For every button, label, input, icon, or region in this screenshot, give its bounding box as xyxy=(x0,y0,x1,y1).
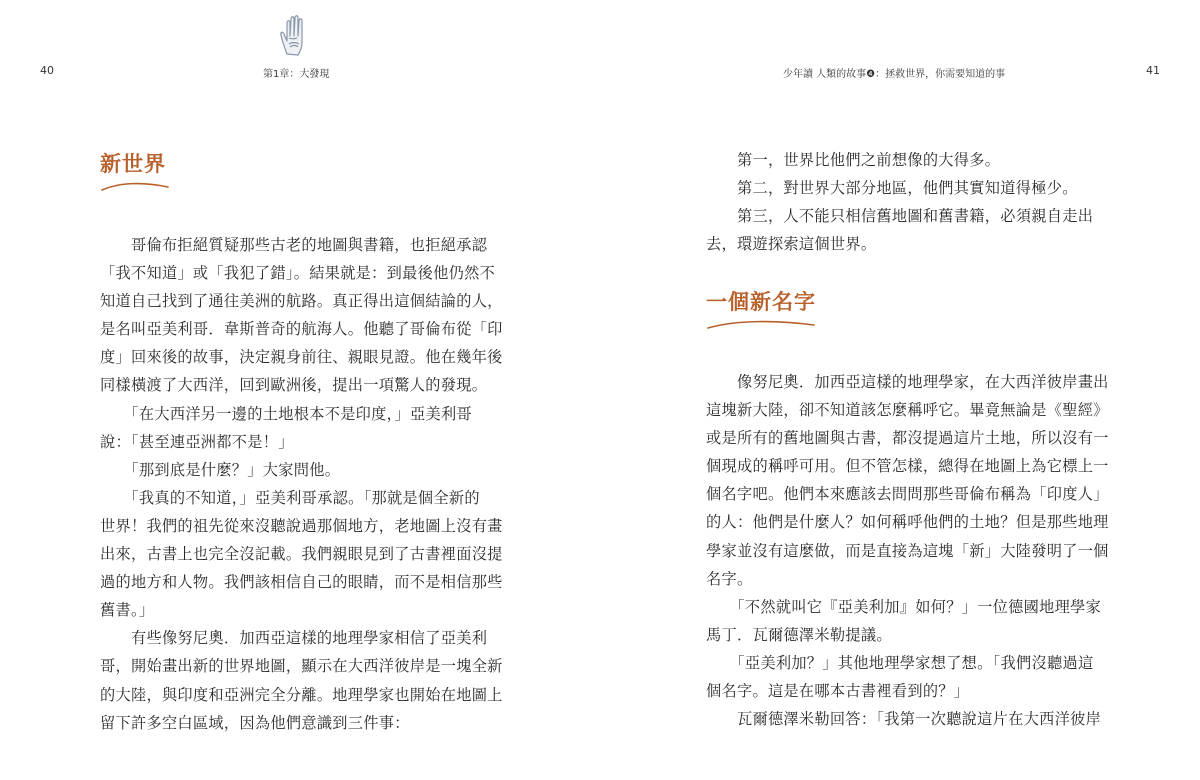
text-line: 「我不知道」或「我犯了錯」。結果就是：到最後他仍然不 xyxy=(100,264,496,283)
hand-icon xyxy=(278,14,312,58)
right-body-text-bottom xyxy=(706,368,1109,733)
section-title-new-name: 一個新名字 xyxy=(706,289,816,314)
text-line: 個名字。這是在哪本古書裡看到的？」 xyxy=(706,682,970,701)
right-page xyxy=(600,0,1200,780)
text-line: 名字。 xyxy=(706,569,753,588)
text-line: 度」回來後的故事，決定親身前往、親眼見證。他在幾年後 xyxy=(100,348,503,367)
page-number-left: 40 xyxy=(40,64,54,77)
text-line: 留下許多空白區域，因為他們意識到三件事： xyxy=(100,713,410,732)
text-line: 同樣橫渡了大西洋，回到歐洲後，提出一項驚人的發現。 xyxy=(100,376,488,395)
text-line: 是名叫亞美利哥．韋斯普奇的航海人。他聽了哥倫布從「印 xyxy=(100,320,503,339)
text-line: 第二，對世界大部分地區，他們其實知道得極少。 xyxy=(706,179,1078,198)
text-line: 「那到底是什麼？」大家問他。 xyxy=(100,460,341,479)
text-line: 過的地方和人物。我們該相信自己的眼睛，而不是相信那些 xyxy=(100,573,503,592)
text-line: 個名字吧。他們本來應該去問問那些哥倫布稱為「印度人」 xyxy=(706,485,1109,504)
text-line: 「在大西洋另一邊的土地根本不是印度，」亞美利哥 xyxy=(100,404,472,423)
text-line: 世界！我們的祖先從來沒聽說過那個地方，老地圖上沒有畫 xyxy=(100,516,503,535)
text-line: 這塊新大陸，卻不知道該怎麼稱呼它。畢竟無論是《聖經》 xyxy=(706,401,1109,420)
text-line: 「我真的不知道，」亞美利哥承認。「那就是個全新的 xyxy=(100,488,480,507)
text-line: 個現成的稱呼可用。但不管怎樣，總得在地圖上為它標上一 xyxy=(706,457,1109,476)
title-underline-swoosh xyxy=(100,178,170,196)
text-line: 的人：他們是什麼人？如何稱呼他們的土地？但是那些地理 xyxy=(706,513,1109,532)
text-line: 哥倫布拒絕質疑那些古老的地圖與書籍，也拒絕承認 xyxy=(100,236,488,254)
running-head-left: 第1章：大發現 xyxy=(263,69,330,80)
text-line: 像努尼奧．加西亞這樣的地理學家，在大西洋彼岸畫出 xyxy=(706,373,1109,391)
text-line: 去，環遊探索這個世界。 xyxy=(706,235,877,254)
text-line: 說：「甚至連亞洲都不是！」 xyxy=(100,432,294,451)
left-body-text xyxy=(100,231,503,737)
text-line: 或是所有的舊地圖與古書，都沒提過這片土地，所以沒有一 xyxy=(706,429,1109,448)
text-line: 「不然就叫它『亞美利加』如何？」一位德國地理學家 xyxy=(706,597,1102,616)
text-line: 的大陸，與印度和亞洲完全分離。地理學家也開始在地圖上 xyxy=(100,685,503,704)
text-line: 第一，世界比他們之前想像的大得多。 xyxy=(706,151,1001,169)
text-line: 知道自己找到了通往美洲的航路。真正得出這個結論的人， xyxy=(100,292,503,311)
running-head-right: 少年讀 人類的故事❹：拯救世界，你需要知道的事 xyxy=(783,69,1006,80)
text-line: 哥，開始畫出新的世界地圖，顯示在大西洋彼岸是一塊全新 xyxy=(100,657,503,676)
text-line: 舊書。」 xyxy=(100,601,155,620)
text-line: 第三，人不能只相信舊地圖和舊書籍，必須親自走出 xyxy=(706,207,1094,226)
text-line: 學家並沒有這麼做，而是直接為這塊「新」大陸發明了一個 xyxy=(706,541,1109,560)
title-underline-swoosh xyxy=(706,316,816,334)
text-line: 有些像努尼奧．加西亞這樣的地理學家相信了亞美利 xyxy=(100,629,488,648)
text-line: 瓦爾德澤米勒回答：「我第一次聽說這片在大西洋彼岸 xyxy=(706,710,1102,729)
section-title-new-world: 新世界 xyxy=(100,151,166,176)
text-line: 「亞美利加？」其他地理學家想了想。「我們沒聽過這 xyxy=(706,653,1094,672)
text-line: 馬丁．瓦爾德澤米勒提議。 xyxy=(706,625,892,644)
right-body-text-top xyxy=(706,146,1106,258)
page-number-right: 41 xyxy=(1146,64,1160,77)
text-line: 出來，古書上也完全沒記載。我們親眼見到了古書裡面沒提 xyxy=(100,545,503,564)
